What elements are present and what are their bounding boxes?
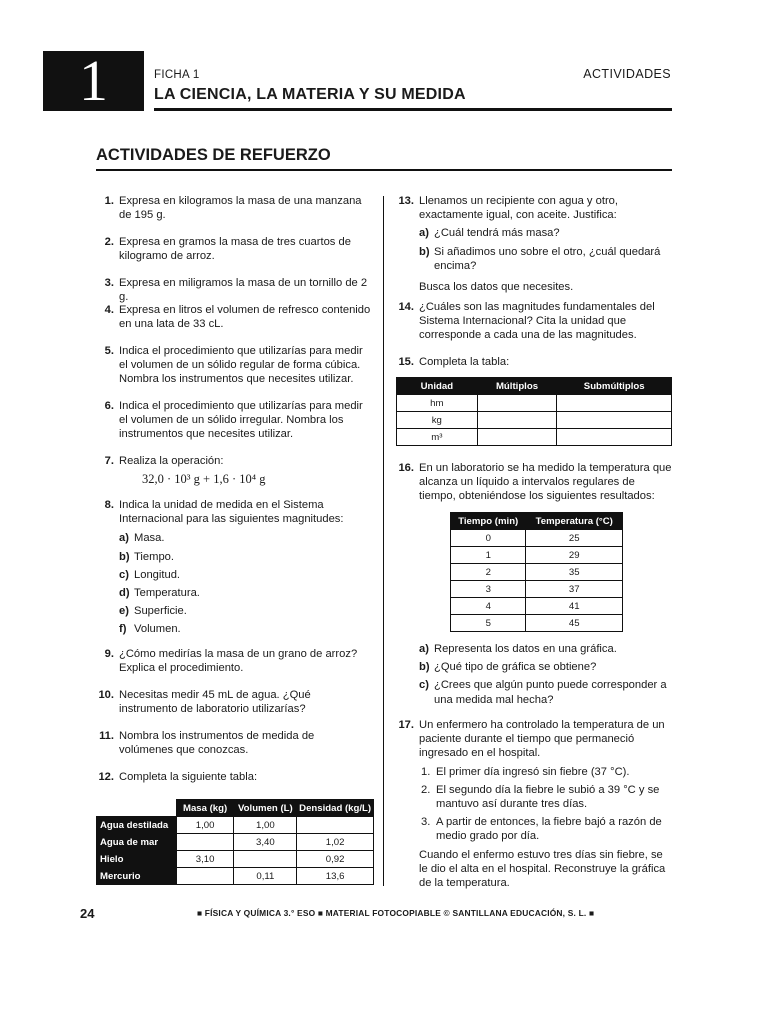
question-8	[96, 498, 371, 637]
question-number: 3.	[104, 277, 114, 289]
table-row	[97, 817, 374, 834]
density-table	[96, 799, 374, 885]
table-cell	[557, 395, 672, 412]
question-note: Busca los datos que necesites.	[419, 281, 574, 294]
section-divider	[96, 169, 672, 171]
question-text: Expresa en litros el volumen de refresco contenido en una lata de 33 cL.	[119, 304, 371, 331]
question-number: 11.	[99, 730, 114, 742]
table-row	[97, 868, 374, 885]
question-note: Cuando el enfermo estuvo tres días sin fiebre, se le dio el alta en el hospital. Reconstruye la gráfica de la temperatura.	[419, 848, 666, 890]
table-cell: 1,00	[176, 817, 234, 834]
question-5	[96, 344, 371, 387]
question-number: 9.	[104, 648, 114, 660]
question-number: 17.	[398, 719, 414, 731]
table-row	[451, 615, 623, 632]
table-row	[397, 429, 672, 446]
table-cell	[477, 395, 557, 412]
question-text: Llenamos un recipiente con agua y otro, exactamente igual, con aceite. Justifica:	[419, 195, 619, 222]
table-row	[397, 395, 672, 412]
table-cell	[477, 429, 557, 446]
table-row	[451, 547, 623, 564]
sub-item: a) Masa.	[119, 532, 165, 545]
question-6	[96, 399, 371, 442]
column-header: Volumen (L)	[234, 800, 297, 817]
sub-item: b) Si añadimos uno sobre el otro, ¿cuál quedará encima?	[419, 245, 661, 272]
question-13	[396, 194, 672, 294]
sub-item: 1. El primer día ingresó sin fiebre (37 °C).	[421, 765, 630, 778]
sub-item: 2. El segundo día la fiebre le subió a 39 °C y se mantuvo así durante tres días.	[421, 783, 660, 811]
table-cell: 3,10	[176, 851, 234, 868]
table-cell: 41	[526, 598, 623, 615]
footer-text: ■ FÍSICA Y QUÍMICA 3.° ESO ■ MATERIAL FOTOCOPIABLE © SANTILLANA EDUCACIÓN, S. L. ■	[197, 908, 595, 918]
question-10	[96, 688, 371, 716]
question-12	[96, 770, 371, 784]
question-number: 14.	[398, 301, 414, 313]
header-divider	[154, 108, 672, 111]
table-row	[451, 530, 623, 547]
table-cell	[477, 412, 557, 429]
question-text: Un enfermero ha controlado la temperatura de un paciente durante el tiempo que permaneció ingresado en el hospital.	[419, 719, 665, 760]
table-cell	[234, 851, 297, 868]
row-header: Mercurio	[97, 868, 177, 885]
table-cell: 4	[451, 598, 526, 615]
question-text: Nombra los instrumentos de medida de volúmenes que conozcas.	[119, 730, 315, 757]
question-2	[96, 235, 371, 263]
table-cell: 0,92	[297, 851, 374, 868]
table-cell: 2	[451, 564, 526, 581]
question-number: 8.	[104, 499, 114, 511]
column-header: Unidad	[397, 378, 478, 395]
question-text: Necesitas medir 45 mL de agua. ¿Qué instrumento de laboratorio utilizarías?	[119, 689, 311, 716]
question-text: ¿Cuáles son las magnitudes fundamentales del Sistema Internacional? Cita la unidad que corresponde a cada una de las magnitudes.	[419, 301, 655, 342]
column-header: Temperatura (°C)	[526, 513, 623, 530]
question-text: Completa la tabla:	[419, 356, 510, 368]
table-row	[451, 581, 623, 598]
sub-item: b) Tiempo.	[119, 550, 174, 563]
ficha-label: FICHA 1	[154, 69, 200, 81]
question-3	[96, 276, 371, 304]
table-row	[451, 598, 623, 615]
question-number: 2.	[104, 236, 114, 248]
question-text: Indica el procedimiento que utilizarías para medir el volumen de un sólido irregular. Nombra los instrumentos que necesites utilizar.	[119, 400, 363, 441]
question-7	[96, 454, 371, 486]
question-text: En un laboratorio se ha medido la temperatura que alcanza un líquido a intervalos regulares de tiempo, obteniéndose los siguientes resultados:	[419, 462, 672, 503]
question-number: 5.	[104, 345, 114, 357]
table-cell: 3,40	[234, 834, 297, 851]
table-cell	[176, 868, 234, 885]
table-cell: 0	[451, 530, 526, 547]
table-cell	[176, 834, 234, 851]
formula: 32,0 · 10³ g + 1,6 · 10⁴ g	[142, 472, 266, 487]
section-title: ACTIVIDADES DE REFUERZO	[96, 146, 331, 164]
question-number: 7.	[104, 455, 114, 467]
table-cell: 25	[526, 530, 623, 547]
question-text: Indica el procedimiento que utilizarías para medir el volumen de un sólido regular de forma cúbica. Nombra los instrumentos que necesites utilizar.	[119, 345, 363, 386]
question-text: Realiza la operación:	[119, 455, 224, 467]
table-cell	[557, 429, 672, 446]
temperature-table	[450, 512, 623, 632]
column-header: Múltiplos	[477, 378, 557, 395]
sub-item: a) ¿Cuál tendrá más masa?	[419, 227, 560, 240]
question-text: ¿Cómo medirías la masa de un grano de arroz? Explica el procedimiento.	[119, 648, 358, 675]
column-header: Submúltiplos	[557, 378, 672, 395]
question-number: 1.	[104, 195, 114, 207]
question-text: Completa la siguiente tabla:	[119, 771, 258, 783]
table-cell: 5	[451, 615, 526, 632]
table-cell: 1,00	[234, 817, 297, 834]
table-cell: 1	[451, 547, 526, 564]
table-cell: 35	[526, 564, 623, 581]
question-text: Indica la unidad de medida en el Sistema Internacional para las siguientes magnitudes:	[119, 499, 344, 526]
question-15	[396, 355, 672, 369]
header-right-label: ACTIVIDADES	[583, 67, 671, 81]
table-cell: hm	[397, 395, 478, 412]
sub-item: d) Temperatura.	[119, 587, 200, 600]
table-cell: 45	[526, 615, 623, 632]
table-cell: 13,6	[297, 868, 374, 885]
question-number: 10.	[98, 689, 114, 701]
table-cell: kg	[397, 412, 478, 429]
question-9	[96, 647, 371, 675]
question-text: Expresa en gramos la masa de tres cuartos de kilogramo de arroz.	[119, 236, 351, 263]
question-text: Expresa en kilogramos la masa de una manzana de 195 g.	[119, 195, 362, 222]
table-row	[97, 851, 374, 868]
sub-item: b) ¿Qué tipo de gráfica se obtiene?	[419, 661, 597, 674]
question-16	[396, 461, 672, 504]
table-cell: 1,02	[297, 834, 374, 851]
question-number: 13.	[398, 195, 414, 207]
question-17	[396, 718, 672, 890]
column-header: Tiempo (min)	[451, 513, 526, 530]
question-number: 16.	[398, 462, 414, 474]
table-cell: m³	[397, 429, 478, 446]
column-divider	[383, 196, 384, 886]
chapter-number: 1	[43, 51, 144, 111]
sub-item: 3. A partir de entonces, la fiebre bajó a razón de medio grado por día.	[421, 816, 662, 843]
question-number: 4.	[104, 304, 114, 316]
row-header: Agua destilada	[97, 817, 177, 834]
page-number: 24	[80, 906, 95, 921]
table-cell: 29	[526, 547, 623, 564]
question-1	[96, 194, 371, 222]
question-number: 15.	[398, 356, 414, 368]
sub-item: e) Superficie.	[119, 605, 187, 618]
question-number: 6.	[104, 400, 114, 412]
sub-item: c) ¿Crees que algún punto puede corresponder a una medida mal hecha?	[419, 679, 667, 706]
table-cell	[297, 817, 374, 834]
table-row	[97, 834, 374, 851]
table-row	[451, 564, 623, 581]
question-11	[96, 729, 371, 757]
table-row	[397, 412, 672, 429]
question-4	[96, 303, 371, 331]
row-header: Agua de mar	[97, 834, 177, 851]
column-header: Densidad (kg/L)	[297, 800, 374, 817]
table-cell	[557, 412, 672, 429]
question-number: 12.	[98, 771, 114, 783]
page-title: LA CIENCIA, LA MATERIA Y SU MEDIDA	[154, 86, 466, 103]
question-16-subitems	[396, 642, 672, 707]
row-header: Hielo	[97, 851, 177, 868]
table-cell: 37	[526, 581, 623, 598]
sub-item: a) Representa los datos en una gráfica.	[419, 643, 617, 655]
sub-item: c) Longitud.	[119, 568, 181, 581]
question-text: Expresa en miligramos la masa de un tornillo de 2 g.	[119, 277, 368, 304]
table-cell: 3	[451, 581, 526, 598]
units-table	[396, 377, 672, 446]
sub-item: f) Volumen.	[119, 623, 181, 636]
question-14	[396, 300, 672, 343]
table-cell: 0,11	[234, 868, 297, 885]
column-header: Masa (kg)	[176, 800, 234, 817]
